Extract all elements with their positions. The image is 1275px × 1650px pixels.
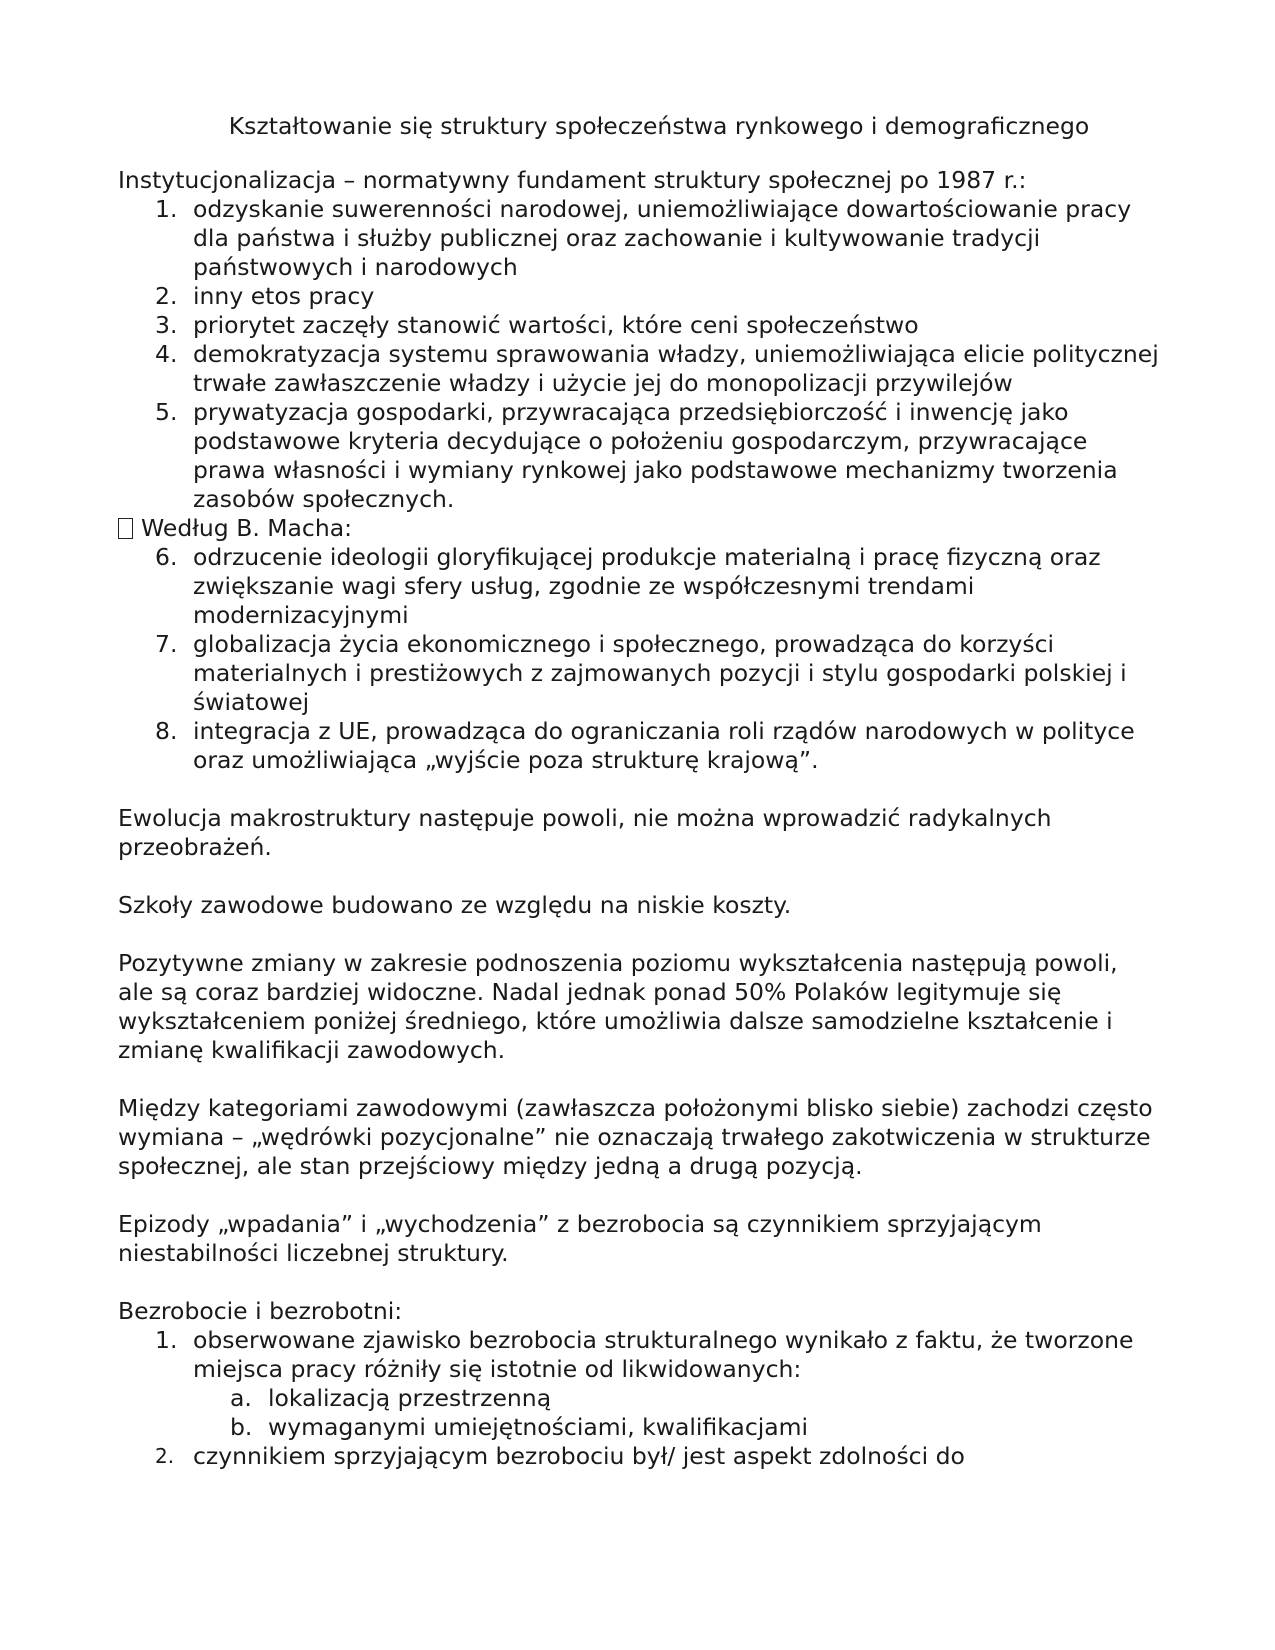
sub-list-item (118, 1384, 1160, 1413)
missing-glyph-box-icon (118, 518, 133, 539)
intro-paragraph: Instytucjonalizacja – normatywny fundament struktury społecznej po 1987 r.: (118, 166, 1027, 194)
list-item-text: obserwowane zjawisko bezrobocia strukturalnego wynikało z faktu, że tworzone miejsca pracy różniły się istotnie od likwidowanych: (193, 1326, 1134, 1383)
list-item-text: integracja z UE, prowadząca do ograniczania roli rządów narodowych w polityce oraz umożliwiająca „wyjście poza strukturę krajową”. (193, 717, 1135, 774)
paragraph-education: Pozytywne zmiany w zakresie podnoszenia poziomu wykształcenia następują powoli, ale są coraz bardziej widoczne. Nadal jednak ponad 50% Polaków legitymuje się wykształceniem poniżej średniego, które umożliwia dalsze samodzielne kształcenie i zmianę kwalifikacji zawodowych. (118, 949, 1118, 1064)
list-item (118, 195, 1160, 282)
paragraph-unemployment-episodes: Epizody „wpadania” i „wychodzenia” z bezrobocia są czynnikiem sprzyjającym niestabilności liczebnej struktury. (118, 1210, 1042, 1267)
document-page (118, 112, 1160, 1471)
list-item-text: demokratyzacja systemu sprawowania władzy, uniemożliwiająca elicie politycznej trwałe zawłaszczenie władzy i użycie jej do monopolizacji przywilejów (193, 340, 1159, 397)
list-item (118, 1326, 1160, 1384)
list-item-text: inny etos pracy (193, 282, 375, 310)
list-item-text: czynnikiem sprzyjającym bezrobociu był/ jest aspekt zdolności do (193, 1442, 965, 1470)
list-item-text: odrzucenie ideologii gloryfikującej produkcje materialną i pracę fizyczną oraz zwiększanie wagi sfery usług, zgodnie ze współczesnymi trendami modernizacyjnymi (193, 543, 1101, 629)
list-number: 2. (155, 1444, 175, 1468)
document-title: Kształtowanie się struktury społeczeństwa rynkowego i demograficznego (228, 112, 1090, 140)
list-number: 1. (155, 1326, 178, 1354)
list-number: 2. (155, 282, 178, 310)
unemployment-list (118, 1326, 1160, 1471)
macha-list (118, 543, 1160, 775)
sub-list-letter: a. (230, 1384, 252, 1412)
list-item (118, 398, 1160, 514)
sub-list-item-text: wymaganymi umiejętnościami, kwalifikacjami (268, 1413, 809, 1441)
list-item (118, 630, 1160, 717)
according-text: Według B. Macha: (141, 514, 353, 542)
list-number: 6. (155, 543, 178, 571)
sub-list-item (118, 1413, 1160, 1442)
according-to-macha (118, 514, 1160, 543)
list-item-text: prywatyzacja gospodarki, przywracająca przedsiębiorczość i inwencję jako podstawowe kryteria decydujące o położeniu gospodarczym, przywracające prawa własności i wymiany rynkowej jako podstawowe mechanizmy tworzenia zasobów społecznych. (193, 398, 1118, 513)
list-item (118, 282, 1160, 311)
list-item (118, 543, 1160, 630)
institutionalization-list (118, 195, 1160, 514)
list-item-text: priorytet zaczęły stanowić wartości, które ceni społeczeństwo (193, 311, 919, 339)
unemployment-heading: Bezrobocie i bezrobotni: (118, 1297, 403, 1325)
list-item (118, 340, 1160, 398)
paragraph-macrostructure: Ewolucja makrostruktury następuje powoli, nie można wprowadzić radykalnych przeobrażeń. (118, 804, 1052, 861)
list-item (118, 311, 1160, 340)
paragraph-occupational-mobility: Między kategoriami zawodowymi (zawłaszcza położonymi blisko siebie) zachodzi często wymiana – „wędrówki pozycjonalne” nie oznaczają trwałego zakotwiczenia w strukturze społecznej, ale stan przejściowy między jedną a drugą pozycją. (118, 1094, 1153, 1180)
list-number: 1. (155, 195, 178, 223)
list-item-text: odzyskanie suwerenności narodowej, uniemożliwiające dowartościowanie pracy dla państwa i służby publicznej oraz zachowanie i kultywowanie tradycji państwowych i narodowych (193, 195, 1132, 281)
list-item (118, 1442, 1160, 1471)
list-number: 4. (155, 340, 178, 368)
paragraph-vocational-schools: Szkoły zawodowe budowano ze względu na niskie koszty. (118, 891, 792, 919)
list-item (118, 717, 1160, 775)
sub-list-letter: b. (230, 1413, 253, 1441)
list-number: 7. (155, 630, 178, 658)
list-number: 5. (155, 398, 178, 426)
sub-list-item-text: lokalizacją przestrzenną (268, 1384, 552, 1412)
list-number: 8. (155, 717, 178, 745)
list-number: 3. (155, 311, 178, 339)
list-item-text: globalizacja życia ekonomicznego i społecznego, prowadząca do korzyści materialnych i prestiżowych z zajmowanych pozycji i stylu gospodarki polskiej i światowej (193, 630, 1127, 716)
